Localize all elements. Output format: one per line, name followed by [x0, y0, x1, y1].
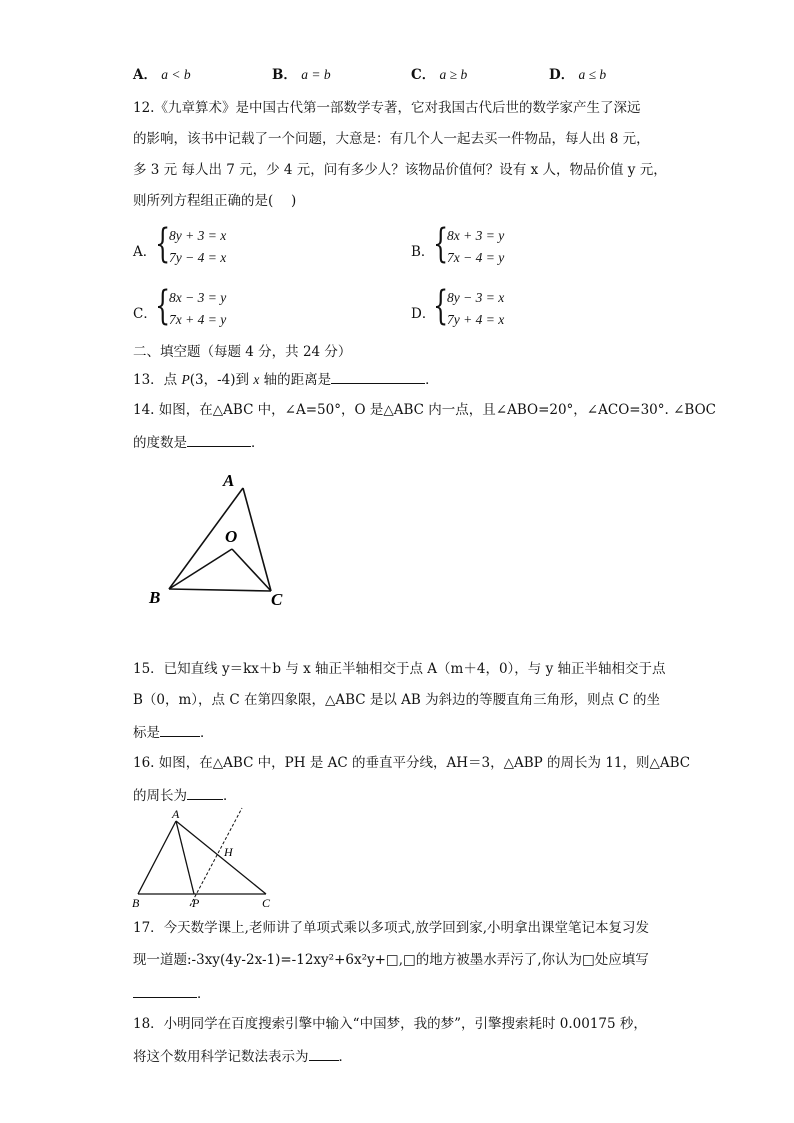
q18-line-2: 将这个数用科学记数法表示为 ．	[133, 1046, 352, 1066]
q16-line-2: 的周长为 ．	[133, 785, 237, 805]
q15-line-1: 15．已知直线 y＝kx＋b 与 x 轴正半轴相交于点 A（m＋4，0），与 y 轴正半轴相交于点	[133, 661, 666, 677]
q16-label-h: H	[224, 845, 233, 859]
q14-line-1: 14. 如图，在△ABC 中，∠A=50°，O 是△ABC 内一点，且∠ABO=20°，∠ACO=30°. ∠BOC	[133, 402, 716, 418]
q17-line-1: 17．今天数学课上,老师讲了单项式乘以多项式,放学回到家,小明拿出课堂笔记本复习发	[133, 920, 650, 936]
q15-answer-blank[interactable]	[160, 722, 200, 737]
q14-label-o: O	[225, 527, 238, 546]
q18-answer-blank[interactable]	[309, 1046, 339, 1061]
q16-label-b: B	[132, 896, 140, 910]
q11-option-b: B． a = b	[272, 67, 331, 83]
q14-label-b: B	[149, 588, 161, 607]
q18-line-1: 18．小明同学在百度搜索引擎中输入“中国梦，我的梦”，引擎搜索耗时 0.00175 秒，	[133, 1016, 647, 1032]
q17-line-3: ．	[133, 983, 211, 1003]
q12-line-4: 则所列方程组正确的是( )	[133, 193, 297, 209]
q16-label-a: A	[172, 807, 180, 821]
q12-line-2: 的影响，该书中记载了一个问题，大意是：有几个人一起去买一件物品，每人出 8 元，	[133, 131, 650, 147]
q14-label-a: A	[223, 471, 235, 490]
q17-line-2: 现一道题:-3xy(4y-2x-1)=-12xy²+6x²y+□,□的地方被墨水弄污了,你认为□处应填写	[133, 952, 649, 968]
q16-label-p: P	[192, 896, 200, 910]
q16-triangle-figure	[128, 806, 288, 912]
q11-option-d: D． a ≤ b	[549, 67, 607, 83]
q16-answer-blank[interactable]	[187, 785, 223, 800]
q16-line-1: 16. 如图，在△ABC 中，PH 是 AC 的垂直平分线，AH＝3，△ABP 的周长为 11，则△ABC	[133, 755, 691, 771]
section-heading: 二、填空题（每题 4 分，共 24 分）	[133, 344, 352, 360]
q16-label-c: C	[262, 896, 271, 910]
q14-answer-blank[interactable]	[187, 432, 251, 447]
q15-line-3: 标是 ．	[133, 722, 214, 742]
q13-text: 13．点 P(3，-4)到 x 轴的距离是 ．	[133, 369, 439, 389]
q14-line-2: 的度数是 ．	[133, 432, 265, 452]
q11-option-a: A． a < b	[133, 67, 191, 83]
q15-line-2: B（0，m），点 C 在第四象限，△ABC 是以 AB 为斜边的等腰直角三角形，则点 C 的坐	[133, 692, 661, 708]
q17-answer-blank[interactable]	[133, 983, 197, 998]
q14-triangle-figure	[140, 465, 300, 615]
exam-page: A． a < b B． a = b C． a ≥ b D． a ≤ b 12.《九章算术》是中国古代第一部数学专著，它对我国古代后世的数学家产生了深远 的影响，该书中记载了一个问题，大意是：有几个人一起去买一件物品，每人出 8 元， 多 3 元 每人出 7 元，少 4 元，问有多少人？该物品价值何？设有 x 人，物品价值 y 元， 则所列方程组正确的是( ) A． { 8y + 3 = x 7y − 4 = x B． { 8x + 3 = y 7x − 4 = y C． { 8x − 3 = y 7x + 4 = y D． { 8y − 3 = x 7y + 4 = x 二、填空题（每题 4 分，共 24 分） 13．点 P(3，-4)到 x 轴的距离是 ． 14. 如图，在△ABC 中，∠A=50°，O 是△ABC 内一点，且∠ABO=20°，∠ACO=30°. ∠BOC 的度数是 ． A O B C 15．已知直线 y＝kx＋b 与 x 轴正半轴相交于点 A（m＋4，0），与 y 轴正半轴相交于点 B（0，m），点 C 在第四象限，△ABC 是以 AB 为斜边的等腰直角三角形，则点 C 的坐 标是 ． 16. 如图，在△ABC 中，PH 是 AC 的垂直平分线，AH＝3，△ABP 的周长为 11，则△ABC 的周长为 ． A H B P C 17．今天数学课上,老师讲了单项式乘以多项式,放学回到家,小明拿出课堂笔记本复习发 现一道题:-3xy(4y-2x-1)=-12xy²+6x²y+□,□的地方被墨水弄污了,你认为□处应填写 ． 18．小明同学在百度搜索引擎中输入“中国梦，我的梦”，引擎搜索耗时 0.00175 秒， 将这个数用科学记数法表示为 ．	[0, 0, 794, 1123]
q13-answer-blank[interactable]	[331, 369, 425, 384]
q12-line-3: 多 3 元 每人出 7 元，少 4 元，问有多少人？该物品价值何？设有 x 人，物品价值 y 元，	[133, 162, 667, 178]
q12-line-1: 12.《九章算术》是中国古代第一部数学专著，它对我国古代后世的数学家产生了深远	[133, 100, 641, 116]
q14-label-c: C	[271, 590, 283, 609]
q11-option-c: C． a ≥ b	[411, 67, 468, 83]
